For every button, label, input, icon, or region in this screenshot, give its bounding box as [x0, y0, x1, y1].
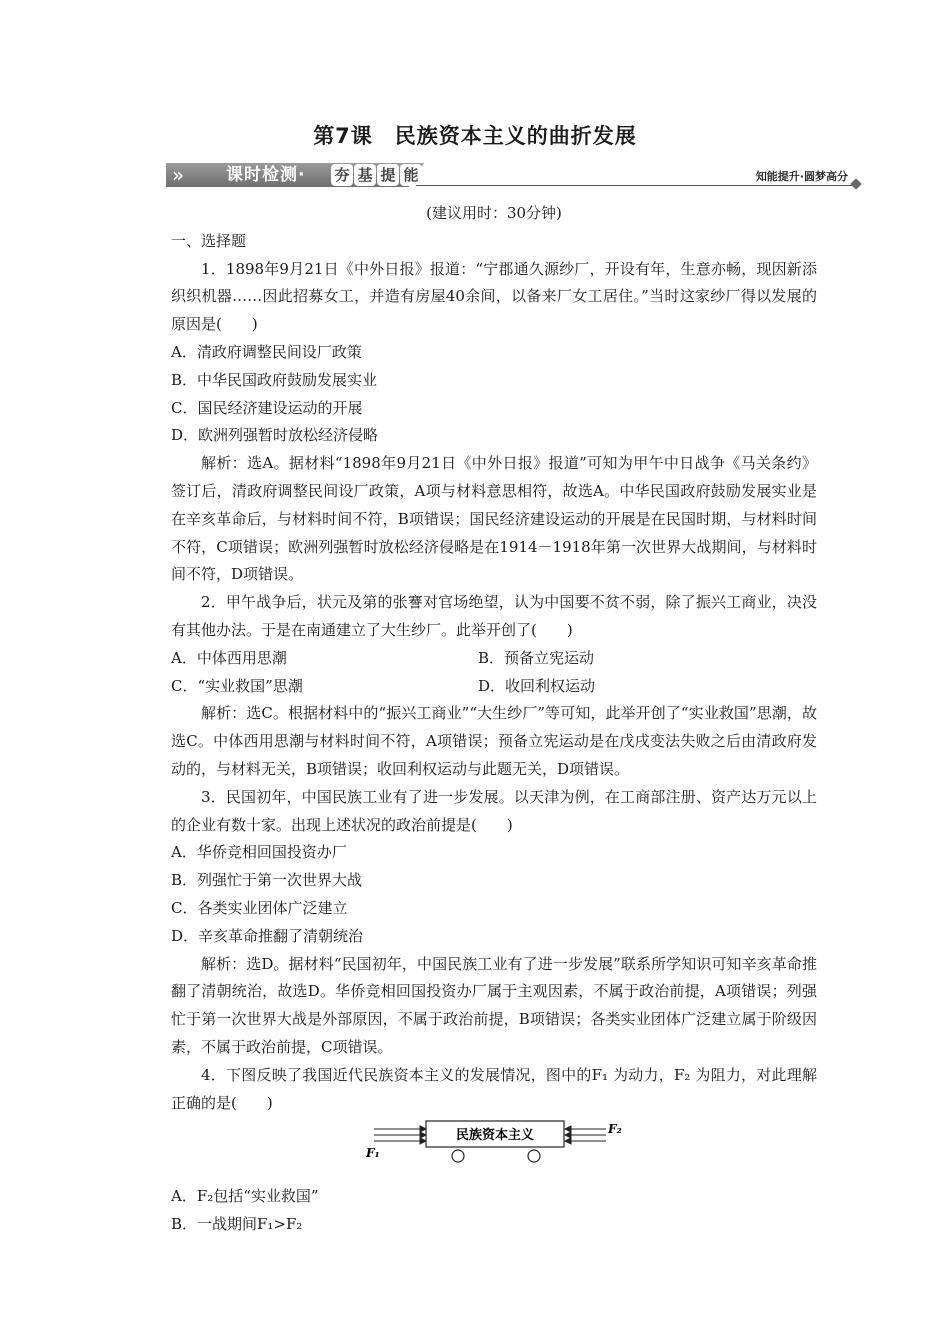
option: C．“实业救国”思潮: [171, 676, 303, 695]
analysis: 解析：选D。据材料“民国初年，中国民族工业有了进一步发展”联系所学知识可知辛亥革命推翻了清朝统治，故选D。华侨竞相回国投资办厂属于主观因素，不属于政治前提，A项错误；列强忙于第一次世界大战是外部原因，不属于政治前提，B项错误；各类实业团体广泛建立属于阶级因素，不属于政治前提，C项错误。: [171, 954, 817, 1056]
force-diagram: [171, 1117, 817, 1183]
option-row: [171, 645, 817, 673]
f2-arrows: [565, 1126, 606, 1144]
banner-label: 课时检测·: [226, 165, 306, 185]
banner-tag: 知能提升·圆梦高分: [750, 168, 848, 184]
banner-chip: 提: [377, 164, 399, 186]
option: B．中华民国政府鼓励发展实业: [171, 370, 378, 389]
option: A．中体西用思潮: [171, 648, 287, 667]
banner-chip: 基: [354, 164, 376, 186]
question-stem: 1．1898年9月21日《中外日报》报道：“宁郡通久源纱厂，开设有年，生意亦畅，现因新添织织机器……因此招募女工，并造有房屋40余间，以备来厂女工居住。”当时这家纱厂得以发展的原因是( ): [171, 259, 817, 334]
option: A．华侨竞相回国投资办厂: [171, 843, 347, 862]
question-stem: 3．民国初年，中国民族工业有了进一步发展。以天津为例，在工商部注册、资产达万元以上的企业有数十家。出现上述状况的政治前提是( ): [171, 787, 817, 834]
time-note: (建议用时：30分钟): [426, 204, 562, 222]
question-content: [171, 200, 817, 1239]
f1-arrows: [374, 1126, 426, 1144]
option: D．收回利权运动: [478, 676, 596, 695]
option: B．一战期间F₁>F₂: [171, 1215, 303, 1234]
lesson-title: 第7课 民族资本主义的曲折发展: [313, 124, 637, 148]
banner-chip: 能: [400, 164, 422, 186]
analysis: 解析：选C。根据材料中的“振兴工商业”“大生纱厂”等可知，此举开创了“实业救国”思潮，故选C。中体西用思潮与材料时间不符，A项错误；预备立宪运动是在戊戌变法失败之后由清政府发动的，与材料无关，B项错误；收回利权运动与此题无关，D项错误。: [171, 704, 817, 778]
f1-label: F₁: [366, 1146, 380, 1161]
option: B．列强忙于第一次世界大战: [171, 871, 363, 890]
section-banner: [166, 160, 866, 190]
question-stem: 2．甲午战争后，状元及第的张謇对官场绝望，认为中国要不贫不弱，除了振兴工商业，决没有其他办法。于是在南通建立了大生纱厂。此举开创了( ): [171, 593, 817, 639]
diamond-icon: [850, 178, 861, 189]
option: A．清政府调整民间设厂政策: [171, 342, 362, 361]
force-diagram-svg: [366, 1119, 626, 1181]
section-heading: 一、选择题: [171, 231, 247, 250]
wheel-right: [528, 1150, 540, 1162]
banner-chips: [331, 164, 422, 186]
option: B．预备立宪运动: [478, 648, 595, 667]
option: D．辛亥革命推翻了清朝统治: [171, 926, 364, 945]
option: D．欧洲列强暂时放松经济侵略: [171, 426, 379, 445]
wheel-left: [452, 1150, 464, 1162]
option: A．F₂包括“实业救国”: [171, 1187, 319, 1206]
option: C．各类实业团体广泛建立: [171, 898, 348, 917]
double-chevron-icon: »: [172, 163, 185, 187]
analysis: 解析：选A。据材料“1898年9月21日《中外日报》报道”可知为甲午中日战争《马关条约》签订后，清政府调整民间设厂政策，A项与材料意思相符，故选A。中华民国政府鼓励发展实业是在辛亥革命后，与材料时间不符，B项错误；国民经济建设运动的开展是在民国时期，与材料时间不符，C项错误；欧洲列强暂时放松经济侵略是在1914－1918年第一次世界大战期间，与材料时间不符，D项错误。: [171, 454, 817, 584]
banner-chip: 夯: [331, 164, 353, 186]
cart-box-label: 民族资本主义: [455, 1128, 535, 1144]
question-stem: 4．下图反映了我国近代民族资本主义的发展情况，图中的F₁ 为动力，F₂ 为阻力，对此理解正确的是( ): [171, 1065, 817, 1112]
option-row: [171, 673, 817, 701]
banner-rule: [416, 185, 852, 186]
option: C．国民经济建设运动的开展: [171, 398, 363, 417]
f2-label: F₂: [608, 1122, 622, 1137]
